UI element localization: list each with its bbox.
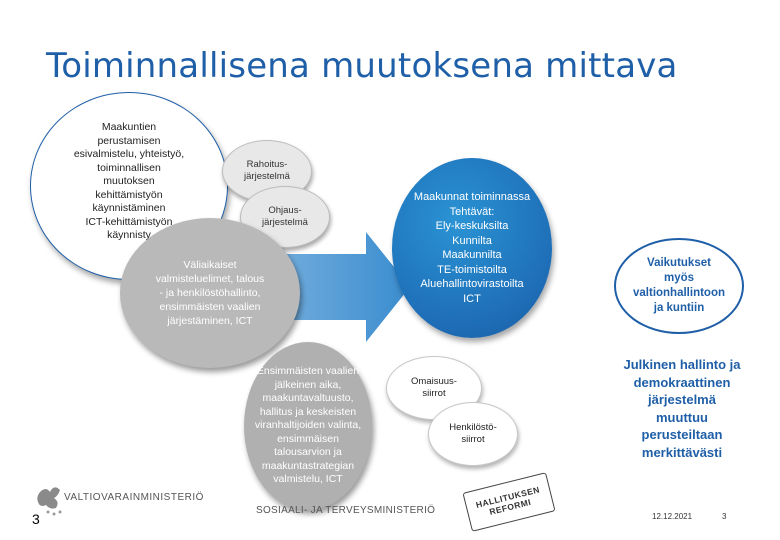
regions-operating-circle <box>392 158 552 338</box>
after-elections-text: Ensimmäisten vaalien jälkeinen aika, maakuntavaltuusto, hallitus ja keskeisten viranhaltijoiden valinta, ensimmäisen talousarvion ja maakuntastrategian valmistelu, ICT <box>254 365 362 486</box>
preparation-text: Maakuntien perustamisen esivalmistelu, yhteistyö, toiminnallisen muutoksen kehittämistyön käynnistäminen ICT-kehittämistyön käynnisty <box>73 121 185 242</box>
effects-circle <box>614 238 744 334</box>
reform-stamp: HALLITUKSEN REFORMI <box>462 472 555 532</box>
public-admin-text: Julkinen hallinto ja demokraattinen järjestelmä muuttuu perusteiltaan merkittävästi <box>623 357 741 460</box>
effects-text: Vaikutukset myös valtionhallintoon ja kuntiin <box>633 257 725 314</box>
slide-page-number: 3 <box>722 512 727 521</box>
funding-system-text: Rahoitus- järjestelmä <box>244 159 290 182</box>
finance-ministry-logo: VALTIOVARAINMINISTERIÖ <box>64 492 204 503</box>
interim-bodies-text: Väliaikaiset valmisteluelimet, talous - ja henkilöstöhallinto, ensimmäisten vaalien järjestäminen, ICT <box>155 259 265 327</box>
asset-transfers-text: Omaisuus- siirrot <box>411 376 457 399</box>
after-elections-circle <box>244 342 372 510</box>
regions-operating-text: Maakunnat toiminnassa Tehtävät: Ely-keskuksilta Kunnilta Maakunnilta TE-toimistoilta Aluehallintovirastoilta ICT <box>413 191 531 305</box>
staff-transfers-text: Henkilöstö- siirrot <box>449 422 497 445</box>
page-title: Toiminnallisena muutoksena mittava <box>46 46 678 86</box>
footer-decoration-icon <box>47 511 62 516</box>
steering-system-text: Ohjaus- järjestelmä <box>262 205 308 228</box>
slide-number-left: 3 <box>32 511 40 527</box>
interim-bodies-circle <box>120 218 300 368</box>
lion-crest-icon <box>37 487 60 508</box>
staff-transfers-circle <box>428 402 518 466</box>
slide-date: 12.12.2021 <box>652 512 693 521</box>
social-ministry-logo: SOSIAALI- JA TERVEYSMINISTERIÖ <box>256 505 436 516</box>
